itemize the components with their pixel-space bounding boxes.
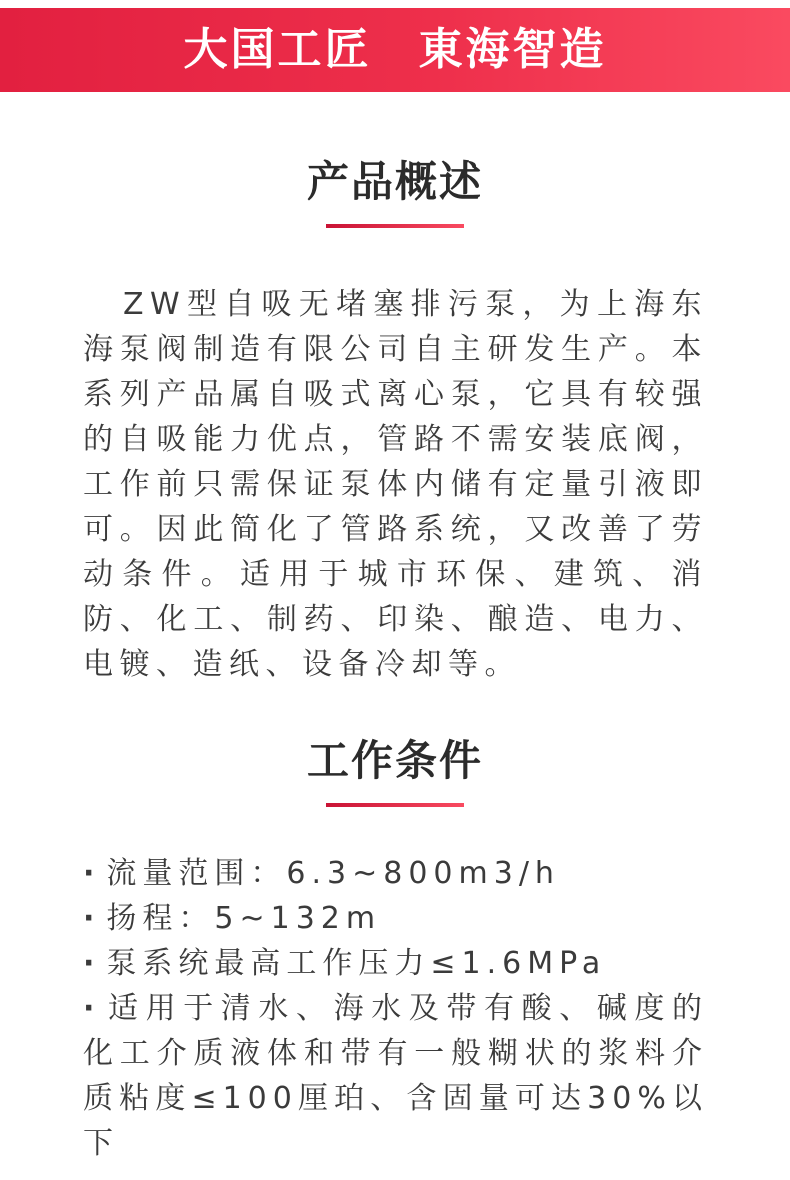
title-underline	[326, 803, 464, 807]
overview-section	[0, 156, 790, 687]
list-item-max-pressure	[83, 941, 708, 986]
list-item-head	[83, 896, 708, 941]
list-item-text: 适用于清水、海水及带有酸、碱度的化工介质液体和带有一般糊状的浆料介质粘度≤100厘珀、含固量可达30%以下	[83, 991, 708, 1161]
list-item-applicable-media	[83, 986, 708, 1166]
conditions-list	[83, 851, 708, 1166]
banner-slogan: 大国工匠 東海智造	[183, 24, 607, 75]
header-banner	[0, 8, 790, 92]
list-item-text: 扬程：5~132m	[106, 901, 382, 936]
bullet-icon: ·	[83, 856, 101, 891]
overview-section-title: 产品概述	[306, 157, 483, 206]
list-item-flow-range	[83, 851, 708, 896]
conditions-section-title: 工作条件	[306, 736, 483, 785]
title-underline	[326, 224, 464, 228]
bullet-icon: ·	[83, 946, 101, 981]
overview-paragraph: ZW型自吸无堵塞排污泵，为上海东海泵阀制造有限公司自主研发生产。本系列产品属自吸式离心泵，它具有较强的自吸能力优点，管路不需安装底阀，工作前只需保证泵体内储有定量引液即可。因此简化了管路系统，又改善了劳动条件。适用于城市环保、建筑、消防、化工、制药、印染、酿造、电力、电镀、造纸、设备冷却等。	[83, 287, 708, 682]
bullet-icon: ·	[83, 901, 101, 936]
list-item-text: 泵系统最高工作压力≤1.6MPa	[106, 946, 607, 981]
list-item-text: 流量范围：6.3~800m3/h	[106, 856, 560, 891]
bullet-icon: ·	[83, 991, 101, 1026]
conditions-section	[0, 735, 790, 1166]
